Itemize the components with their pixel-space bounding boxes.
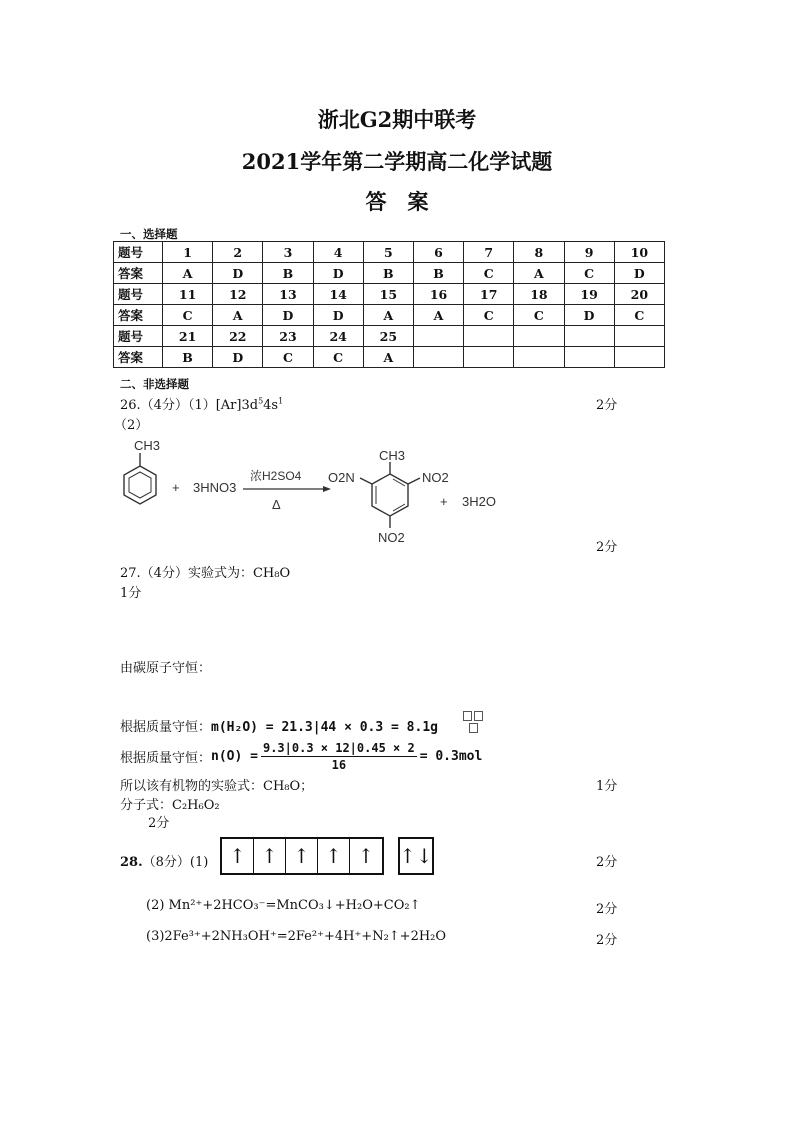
q26-score1: 2分	[596, 398, 618, 413]
row-header: 答案	[114, 263, 163, 284]
product-water: 3H2O	[462, 494, 496, 509]
table-cell	[464, 326, 514, 347]
placeholder-fraction-icon	[462, 711, 484, 735]
row-header: 题号	[114, 326, 163, 347]
orbital-4s-box	[398, 837, 434, 875]
row-header: 答案	[114, 347, 163, 368]
table-row	[114, 263, 665, 284]
table-cell: 22	[213, 326, 263, 347]
exam-title-line3: 答 案	[365, 189, 429, 214]
table-row	[114, 242, 665, 263]
table-cell: 7	[464, 242, 514, 263]
table-cell: D	[213, 347, 263, 368]
tnt-ch3: CH3	[379, 448, 406, 463]
table-cell: D	[263, 305, 313, 326]
q27-mass-line	[120, 716, 438, 735]
q27-o-label: 根据质量守恒：	[120, 751, 212, 766]
table-cell: 20	[614, 284, 664, 305]
table-cell: D	[614, 263, 664, 284]
table-cell: B	[163, 347, 213, 368]
q27-o-fraction	[261, 741, 417, 772]
exam-title-line1: 浙北G2期中联考	[317, 107, 477, 132]
table-cell: A	[213, 305, 263, 326]
table-cell: 23	[263, 326, 313, 347]
q26-part2: （2）	[114, 418, 149, 433]
table-cell: 19	[564, 284, 614, 305]
table-cell: 1	[163, 242, 213, 263]
q26-sup2: 1	[278, 396, 284, 406]
reaction-arrow-icon	[323, 486, 331, 492]
table-cell: D	[313, 263, 363, 284]
table-cell: B	[413, 263, 463, 284]
answer-table	[113, 241, 665, 368]
tnt-no2-bottom: NO2	[378, 530, 405, 545]
q27-oxygen-line	[120, 741, 482, 772]
table-cell: A	[514, 263, 564, 284]
q26-part1	[120, 394, 283, 413]
q27-o-rhs: = 0.3mol	[419, 749, 483, 764]
table-cell	[413, 347, 463, 368]
table-row	[114, 347, 665, 368]
q27-o-numerator: 9.3|0.3 × 12|0.45 × 2	[262, 741, 415, 755]
table-cell: 12	[213, 284, 263, 305]
condition-top: 浓H2SO4	[250, 469, 302, 483]
table-cell	[614, 347, 664, 368]
q26-sup1: 5	[258, 396, 264, 406]
q28-label: 28.	[120, 855, 143, 870]
table-cell: B	[363, 263, 413, 284]
table-cell: C	[464, 263, 514, 284]
table-cell	[464, 347, 514, 368]
reagent-hno3: 3HNO3	[193, 480, 237, 495]
table-cell	[514, 326, 564, 347]
q28-score2: 2分	[596, 902, 618, 917]
table-cell: 25	[363, 326, 413, 347]
orbital-3d-5: ↑	[357, 844, 375, 868]
table-cell	[564, 326, 614, 347]
table-cell: 6	[413, 242, 463, 263]
q27-empirical: 所以该有机物的实验式：CH₈O；	[120, 779, 314, 794]
q27-line1: 27.（4分）实验式为：CH₈O	[120, 566, 291, 581]
q28-label-line	[120, 851, 208, 870]
table-cell: C	[163, 305, 213, 326]
table-cell: 21	[163, 326, 213, 347]
table-cell: D	[213, 263, 263, 284]
q28-score3: 2分	[596, 933, 618, 948]
row-header: 题号	[114, 284, 163, 305]
table-cell: 2	[213, 242, 263, 263]
q27-empirical-score: 1分	[596, 779, 618, 794]
section2-title: 二、非选择题	[120, 377, 189, 391]
table-cell	[514, 347, 564, 368]
toluene-ch3: CH3	[134, 438, 161, 453]
table-cell: C	[514, 305, 564, 326]
table-cell: A	[363, 347, 413, 368]
table-cell: 13	[263, 284, 313, 305]
tnt-no2-right: NO2	[422, 470, 449, 485]
table-row	[114, 305, 665, 326]
q28-eq2: (2) Mn²⁺+2HCO₃⁻=MnCO₃↓+H₂O+CO₂↑	[146, 898, 421, 913]
table-cell: D	[313, 305, 363, 326]
exam-title-line2: 2021学年第二学期高二化学试题	[241, 149, 553, 174]
orbital-3d-4: ↑	[318, 839, 350, 873]
table-cell: C	[464, 305, 514, 326]
reaction-plus1: +	[172, 480, 180, 495]
q28-eq3: (3)2Fe³⁺+2NH₃OH⁺=2Fe²⁺+4H⁺+N₂↑+2H₂O	[146, 929, 447, 944]
table-cell: 10	[614, 242, 664, 263]
table-cell: 8	[514, 242, 564, 263]
orbital-3d-1: ↑	[222, 839, 254, 873]
q27-mass-label: 根据质量守恒：	[120, 720, 212, 735]
q27-o-lhs: n(O) =	[211, 749, 258, 764]
row-header: 答案	[114, 305, 163, 326]
section1-title: 一、选择题	[120, 227, 178, 241]
tnt-ring-icon	[372, 474, 408, 516]
table-row	[114, 284, 665, 305]
orbital-3d-box	[220, 837, 384, 875]
table-cell: C	[614, 305, 664, 326]
q27-carbon: 由碳原子守恒：	[120, 661, 212, 676]
table-row	[114, 326, 665, 347]
table-cell: 14	[313, 284, 363, 305]
q27-line1-score: 1分	[120, 586, 142, 601]
table-cell: 5	[363, 242, 413, 263]
q26-mid: 4s	[263, 398, 279, 413]
orbital-3d-2: ↑	[254, 839, 286, 873]
orbital-3d-3: ↑	[286, 839, 318, 873]
table-cell: D	[564, 305, 614, 326]
table-cell: C	[564, 263, 614, 284]
table-cell	[413, 326, 463, 347]
table-cell: 18	[514, 284, 564, 305]
row-header: 题号	[114, 242, 163, 263]
table-cell: A	[163, 263, 213, 284]
q27-molecular: 分子式：C₂H₆O₂	[120, 798, 220, 813]
q27-molecular-score: 2分	[148, 816, 170, 831]
q28-points: （8分）(1)	[142, 855, 209, 870]
reaction-plus2: +	[440, 494, 448, 509]
condition-bottom: Δ	[272, 497, 281, 512]
table-cell: C	[263, 347, 313, 368]
orbital-4s: ↑↓	[399, 844, 433, 868]
q27-o-denominator: 16	[331, 758, 347, 772]
table-cell: 4	[313, 242, 363, 263]
table-cell: 17	[464, 284, 514, 305]
table-cell	[614, 326, 664, 347]
table-cell: C	[313, 347, 363, 368]
table-cell: A	[363, 305, 413, 326]
table-cell: 24	[313, 326, 363, 347]
table-cell: 9	[564, 242, 614, 263]
q26-score2: 2分	[596, 540, 618, 555]
table-cell: 15	[363, 284, 413, 305]
table-cell: B	[263, 263, 313, 284]
q26-prefix: 26.（4分）（1）[Ar]3d	[120, 398, 259, 413]
q27-mass-formula: m(H₂O) = 21.3|44 × 0.3 = 8.1g	[211, 720, 438, 735]
table-cell	[564, 347, 614, 368]
q28-score1: 2分	[596, 855, 618, 870]
table-cell: 11	[163, 284, 213, 305]
table-cell: 16	[413, 284, 463, 305]
nitration-reaction-scheme	[110, 436, 500, 548]
table-cell: A	[413, 305, 463, 326]
tnt-no2-left: O2N	[328, 470, 355, 485]
table-cell: 3	[263, 242, 313, 263]
